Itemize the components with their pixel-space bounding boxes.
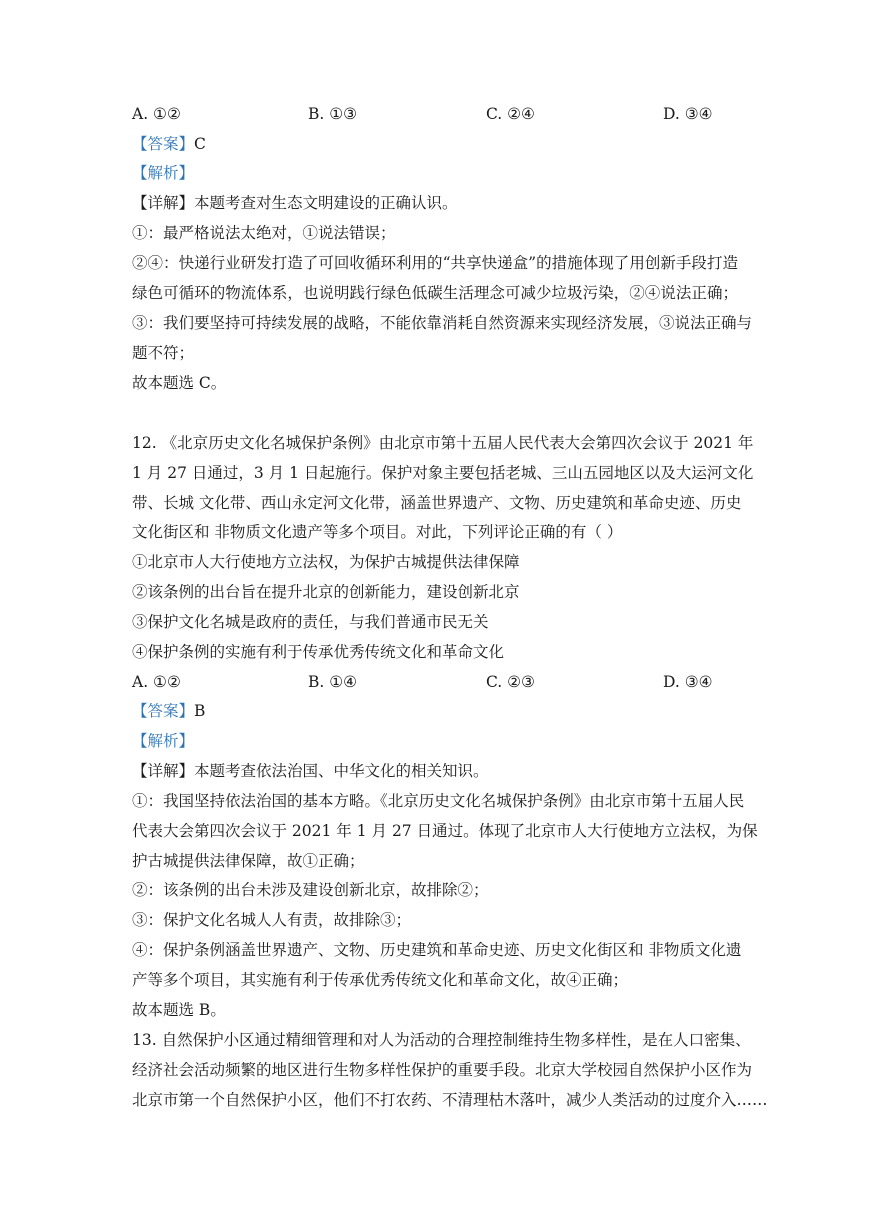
q12-line: ④：保护条例涵盖世界遗产、文物、历史建筑和革命史迹、历史文化街区和 非物质文化遗 [132,941,742,959]
q12-statement: ④保护条例的实施有利于传承优秀传统文化和革命文化 [132,643,505,661]
q11-detail [132,193,458,213]
q12-stem-line: 12. 《北京历史文化名城保护条例》由北京市第十五届人民代表大会第四次会议于 2021 年 [132,434,754,452]
q12-options [132,672,752,692]
q12-option-c: C. ②③ [486,673,535,691]
answer-label: 【答案】 [132,135,195,153]
q12-statement: ①北京市人大行使地方立法权，为保护古城提供法律保障 [132,553,520,571]
detail-label: 【详解】 [132,194,195,212]
q13-stem-line: 北京市第一个自然保护小区，他们不打农药、不清理枯木落叶，减少人类活动的过度介入…… [132,1091,768,1109]
q12-stem-line: 文化街区和 非物质文化遗产等多个项目。对此，下列评论正确的有（ ） [132,523,623,541]
detail-label: 【详解】 [132,762,195,780]
q11-line: 绿色可循环的物流体系，也说明践行绿色低碳生活理念可减少垃圾污染，②④说法正确； [132,284,738,302]
q11-option-c: C. ②④ [486,105,535,123]
q13-stem-line: 13. 自然保护小区通过精细管理和对人为活动的合理控制维持生物多样性，是在人口密集、 [132,1031,751,1049]
answer-label: 【答案】 [132,702,195,720]
q12-line: ①：我国坚持依法治国的基本方略。《北京历史文化名城保护条例》由北京市第十五届人民 [132,792,745,810]
q11-line: 题不符； [132,344,195,362]
q12-conclusion: 故本题选 B。 [132,1001,226,1019]
q11-line: ③：我们要坚持可持续发展的战略，不能依靠消耗自然资源来实现经济发展，③说法正确与 [132,314,753,332]
answer-value: B [194,702,206,720]
q11-option-d: D. ③④ [663,105,713,123]
q12-line: 代表大会第四次会议于 2021 年 1 月 27 日通过。体现了北京市人大行使地方立法权，为保 [132,822,758,840]
q13-stem-line: 经济社会活动频繁的地区进行生物多样性保护的重要手段。北京大学校园自然保护小区作为 [132,1061,753,1079]
q11-line: ②④：快递行业研发打造了可回收循环利用的“共享快递盒”的措施体现了用创新手段打造 [132,254,738,272]
q12-analysis-label: 【解析】 [132,732,195,750]
q11-options [132,104,752,124]
answer-value: C [194,135,206,153]
q12-statement: ③保护文化名城是政府的责任，与我们普通市民无关 [132,613,489,631]
q12-line: ②：该条例的出台未涉及建设创新北京，故排除②； [132,881,489,899]
detail-text: 本题考查依法治国、中华文化的相关知识。 [194,762,489,780]
detail-text: 本题考查对生态文明建设的正确认识。 [194,194,458,212]
q12-stem-line: 带、长城 文化带、西山永定河文化带，涵盖世界遗产、文物、历史建筑和革命史迹、历史 [132,494,742,512]
q11-option-a: A. ①② [132,105,181,123]
q12-option-a: A. ①② [132,673,181,691]
q12-line: 产等多个项目，其实施有利于传承优秀传统文化和革命文化，故④正确； [132,971,629,989]
q11-option-b: B. ①③ [308,105,358,123]
q12-detail [132,761,489,781]
q11-conclusion: 故本题选 C。 [132,374,227,392]
q12-option-d: D. ③④ [663,673,713,691]
q12-answer [132,701,205,721]
q12-line: 护古城提供法律保障，故①正确； [132,852,365,870]
q12-line: ③：保护文化名城人人有责，故排除③； [132,911,412,929]
q12-statement: ②该条例的出台旨在提升北京的创新能力，建设创新北京 [132,583,520,601]
q12-stem-line: 1 月 27 日通过，3 月 1 日起施行。保护对象主要包括老城、三山五园地区以及大运河文化 [132,464,754,482]
q12-option-b: B. ①④ [308,673,358,691]
q11-answer [132,134,206,154]
q11-analysis-label: 【解析】 [132,164,195,182]
q11-line: ①：最严格说法太绝对，①说法错误； [132,224,396,242]
